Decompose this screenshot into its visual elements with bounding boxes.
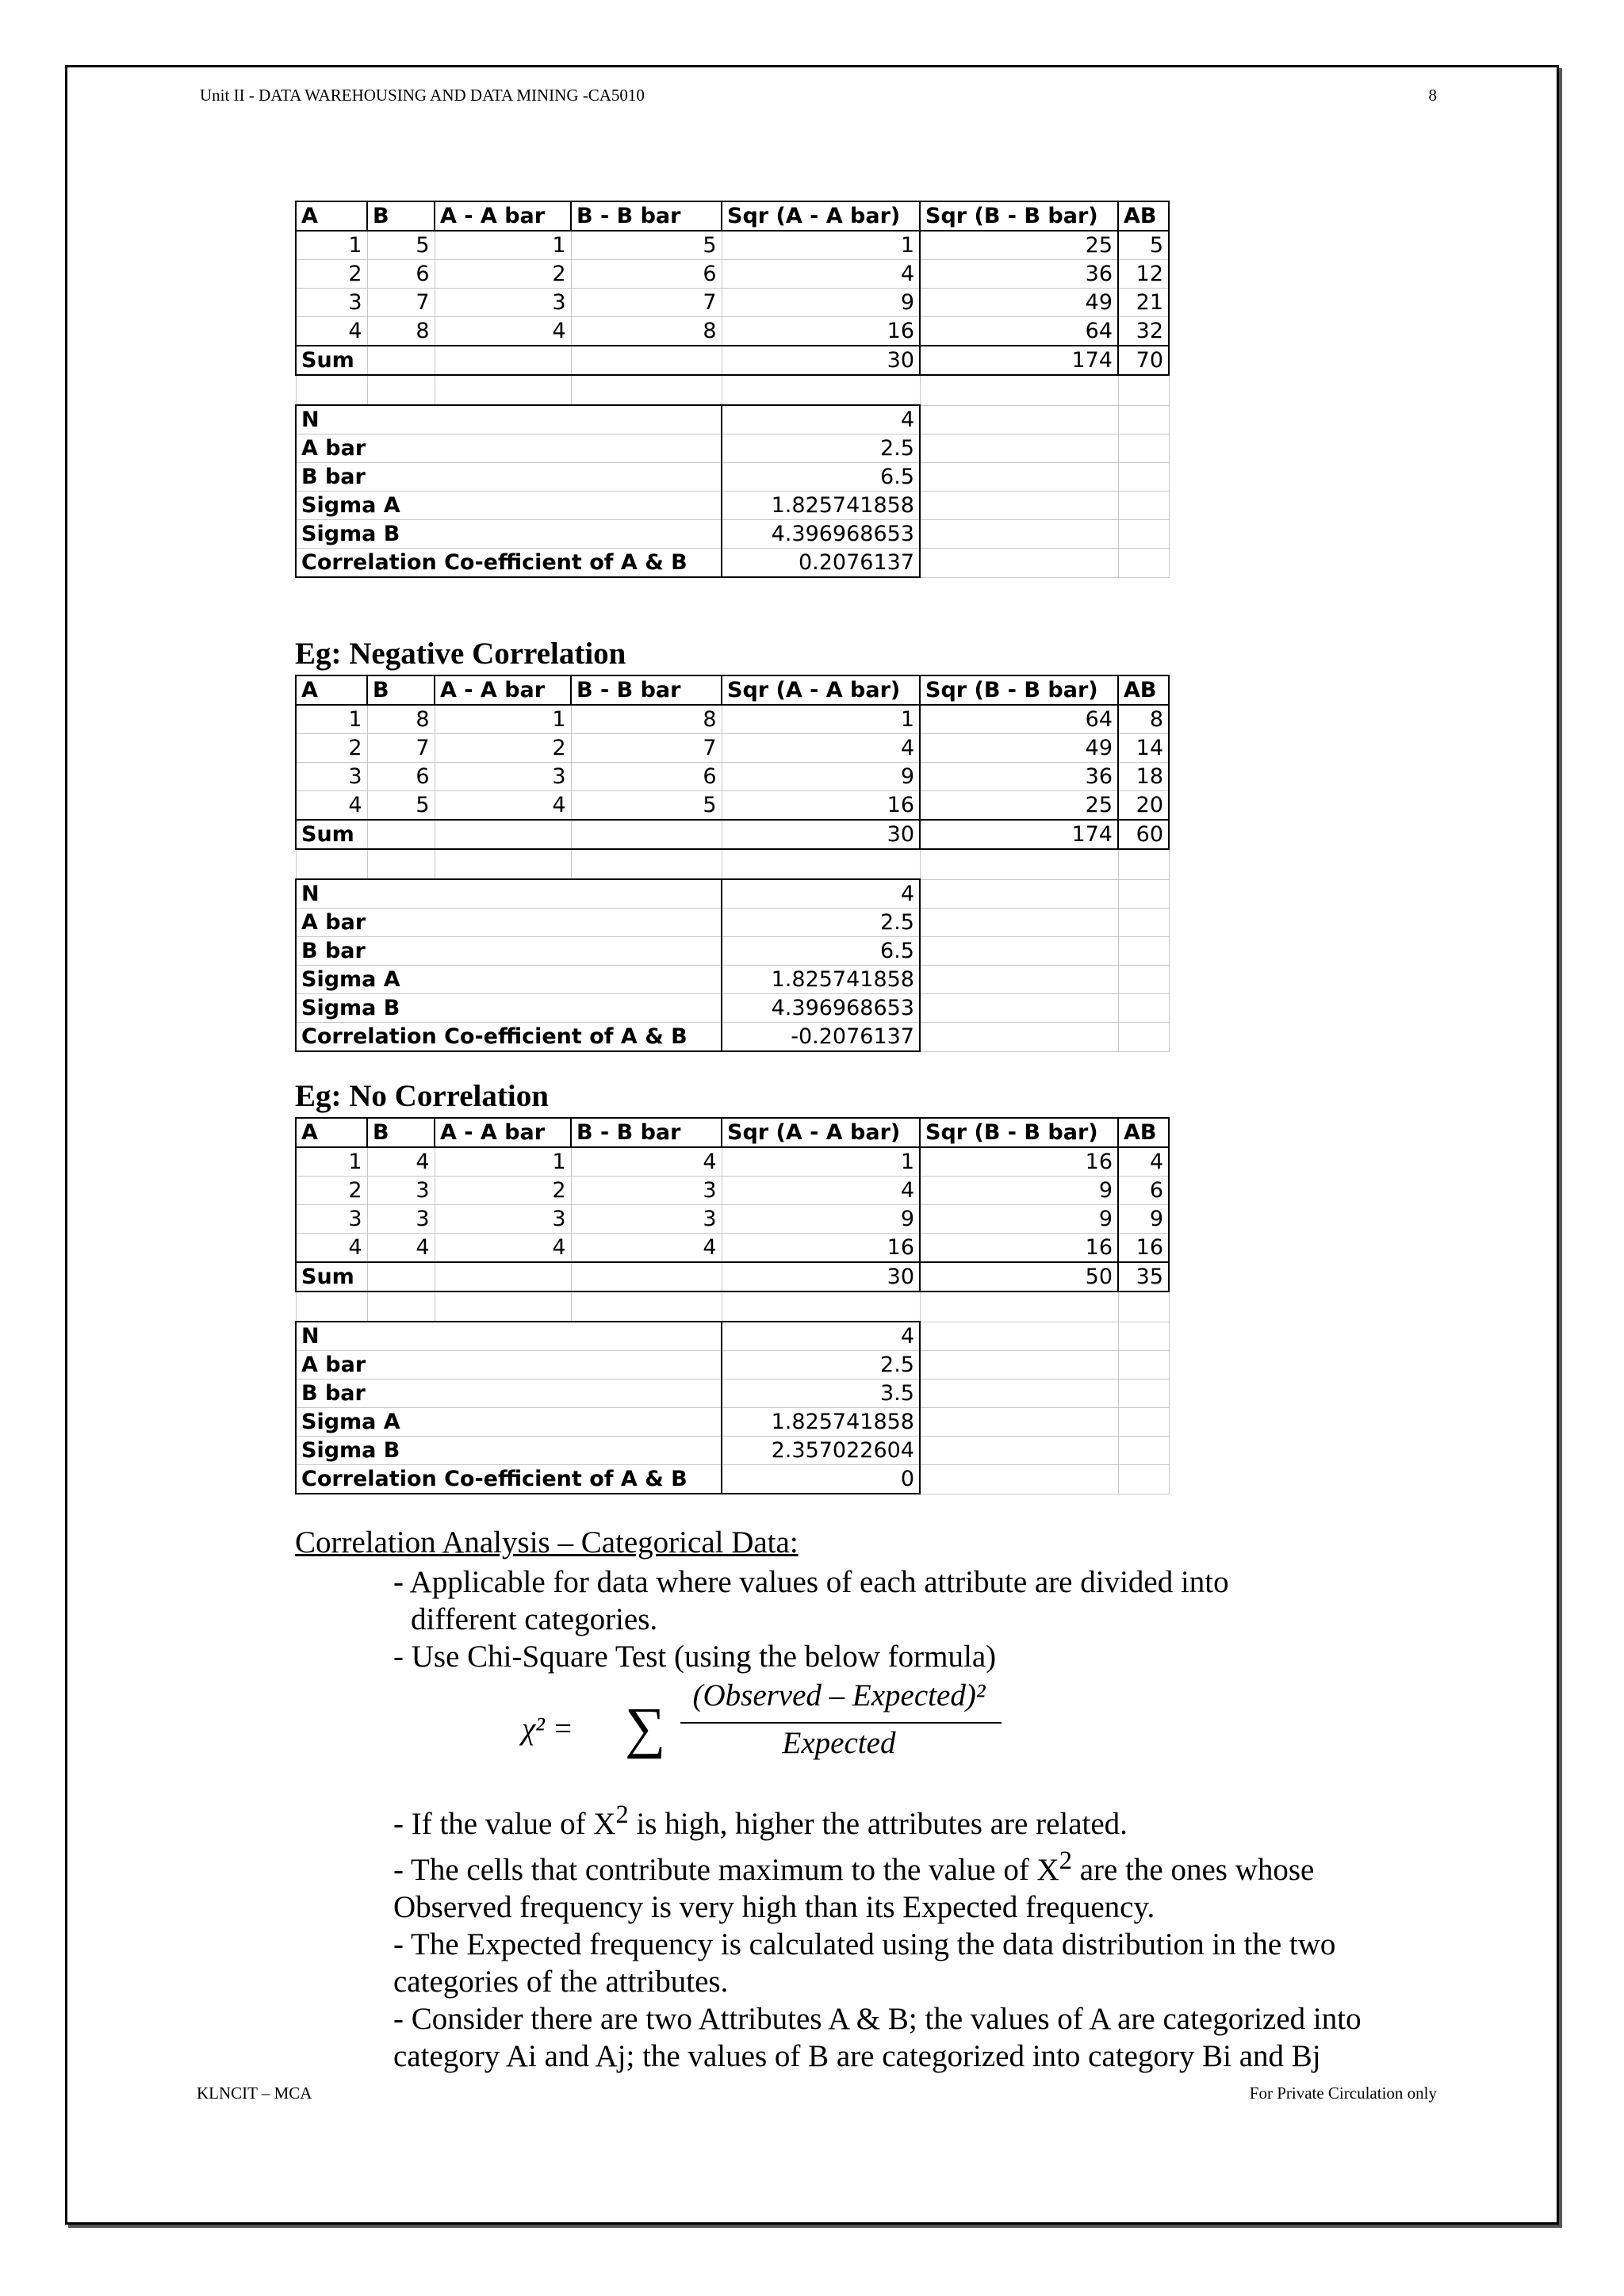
table-cell: 32 [1118,317,1169,346]
table-cell: 49 [920,734,1118,763]
table-cell: 3 [296,763,367,791]
table-cell: 7 [367,289,435,317]
table-cell: 12 [1118,260,1169,289]
blank-cell [435,1292,571,1322]
table-cell: 16 [722,317,920,346]
empty-cell [920,1322,1118,1351]
table-cell: 4 [722,734,920,763]
table-cell: 7 [571,734,722,763]
blank-cell [722,849,920,879]
correlation-table-none [295,1117,1170,1494]
column-header: AB [1118,1118,1169,1147]
empty-cell [920,1437,1118,1465]
column-header: B - B bar [571,675,722,705]
empty-cell [920,492,1118,520]
empty-cell [920,937,1118,966]
column-header: AB [1118,201,1169,231]
empty-cell [1118,1465,1169,1494]
table-cell: 2 [435,1177,571,1205]
blank-row [296,1292,1169,1322]
bullet-3-post: is high, higher the attributes are related. [628,1807,1128,1841]
empty-cell [1118,879,1169,909]
sum-row [296,1262,1169,1292]
sum-empty-cell [435,820,571,849]
stat-label: Sigma B [296,520,722,549]
table-cell: 8 [367,705,435,734]
column-header: AB [1118,675,1169,705]
stat-row [296,520,1169,549]
table-cell: 4 [435,317,571,346]
stat-value: 0 [722,1465,920,1494]
table-cell: 4 [435,791,571,821]
correlation-table-negative [295,675,1170,1052]
table-cell: 6 [367,260,435,289]
stat-value: 2.5 [722,434,920,463]
table-cell: 4 [435,1234,571,1263]
sum-label: Sum [296,820,367,849]
empty-cell [920,994,1118,1023]
column-header: A - A bar [435,1118,571,1147]
table-cell: 36 [920,763,1118,791]
table-cell: 8 [1118,705,1169,734]
blank-cell [571,849,722,879]
bullet-6-line2: category Ai and Aj; the values of B are categorized into category Bi and Bj [393,2039,1321,2073]
blank-cell [435,375,571,405]
bullet-list-details [393,1797,1503,2075]
table-cell: 16 [920,1234,1118,1263]
empty-cell [1118,1322,1169,1351]
stat-row [296,1023,1169,1052]
sum-ab: 60 [1118,820,1169,849]
negative-correlation-title: Eg: Negative Correlation [295,637,626,671]
stat-label: Sigma A [296,1408,722,1437]
empty-cell [920,1408,1118,1437]
stat-row [296,879,1169,909]
table-cell: 3 [367,1205,435,1234]
table-row [296,1177,1169,1205]
stat-row [296,405,1169,434]
empty-cell [920,1380,1118,1408]
table-cell: 3 [296,1205,367,1234]
stat-label: Sigma A [296,492,722,520]
stat-value: 2.5 [722,1351,920,1380]
table-row [296,1147,1169,1177]
formula-denominator: Expected [782,1726,896,1760]
bullet-5-line1: - The Expected frequency is calculated using the data distribution in the two [393,1927,1336,1961]
stat-value: 1.825741858 [722,966,920,994]
stat-value: 3.5 [722,1380,920,1408]
sigma-symbol: ∑ [625,1696,666,1759]
table-cell: 6 [571,260,722,289]
sum-empty-cell [367,1262,435,1292]
stat-label: Correlation Co-efficient of A & B [296,549,722,578]
table-cell: 9 [1118,1205,1169,1234]
stat-row [296,1351,1169,1380]
blank-cell [367,1292,435,1322]
empty-cell [1118,1351,1169,1380]
bullet-4-post: are the ones whose [1071,1853,1315,1887]
empty-cell [1118,434,1169,463]
header-title: Unit II - DATA WAREHOUSING AND DATA MINING -CA5010 [200,86,645,105]
footer-right: For Private Circulation only [1249,2084,1437,2103]
bullet-5-line2: categories of the attributes. [393,1965,729,1999]
table-cell: 49 [920,289,1118,317]
stat-value: -0.2076137 [722,1023,920,1052]
bullet-list-intro [393,1563,1456,1675]
column-header: Sqr (A - A bar) [722,1118,920,1147]
table-cell: 7 [367,734,435,763]
sum-sqr-b: 174 [920,346,1118,375]
stat-value: 1.825741858 [722,1408,920,1437]
column-header: A - A bar [435,675,571,705]
table-cell: 4 [367,1147,435,1177]
table-row [296,763,1169,791]
blank-row [296,849,1169,879]
stat-value: 0.2076137 [722,549,920,578]
sum-row [296,820,1169,849]
table-cell: 4 [571,1234,722,1263]
stat-row [296,909,1169,937]
table-cell: 9 [722,763,920,791]
table-row [296,734,1169,763]
table-cell: 9 [722,289,920,317]
stat-row [296,549,1169,578]
stat-value: 4 [722,1322,920,1351]
table-row [296,705,1169,734]
table-cell: 9 [920,1205,1118,1234]
column-header: A [296,1118,367,1147]
empty-cell [1118,463,1169,492]
empty-cell [1118,549,1169,578]
stat-label: A bar [296,1351,722,1380]
empty-cell [1118,492,1169,520]
table-cell: 25 [920,791,1118,821]
empty-cell [1118,1380,1169,1408]
blank-cell [571,1292,722,1322]
table-cell: 4 [1118,1147,1169,1177]
sum-row [296,346,1169,375]
table-cell: 6 [1118,1177,1169,1205]
column-header: A [296,675,367,705]
empty-cell [920,463,1118,492]
stat-value: 2.5 [722,909,920,937]
stat-value: 1.825741858 [722,492,920,520]
table-cell: 3 [435,289,571,317]
bullet-4-line2: Observed frequency is very high than its Expected frequency. [393,1890,1155,1924]
table-row [296,260,1169,289]
stat-value: 4 [722,405,920,434]
stat-row [296,463,1169,492]
table-cell: 6 [367,763,435,791]
bullet-4-pre: - The cells that contribute maximum to the value of X [393,1853,1059,1887]
stat-row [296,1322,1169,1351]
sum-empty-cell [435,1262,571,1292]
stat-label: A bar [296,434,722,463]
footer-left: KLNCIT – MCA [197,2084,312,2103]
stat-row [296,492,1169,520]
table-cell: 18 [1118,763,1169,791]
sum-empty-cell [367,346,435,375]
bullet-1-line2: different categories. [411,1602,658,1636]
table-cell: 20 [1118,791,1169,821]
table-cell: 1 [722,1147,920,1177]
table-cell: 3 [571,1205,722,1234]
empty-cell [920,879,1118,909]
bullet-6-line1: - Consider there are two Attributes A & B; the values of A are categorized into [393,2002,1362,2036]
stat-row [296,1437,1169,1465]
table-cell: 64 [920,705,1118,734]
column-header: B [367,1118,435,1147]
table-cell: 16 [722,791,920,821]
stat-label: Correlation Co-efficient of A & B [296,1465,722,1494]
table-cell: 4 [367,1234,435,1263]
empty-cell [1118,909,1169,937]
stat-value: 6.5 [722,937,920,966]
blank-cell [722,1292,920,1322]
table-cell: 8 [571,317,722,346]
sum-sqr-a: 30 [722,346,920,375]
table-cell: 14 [1118,734,1169,763]
formula-numerator: (Observed – Expected)² [692,1678,986,1712]
blank-cell [296,849,367,879]
sum-sqr-b: 174 [920,820,1118,849]
stat-row [296,1380,1169,1408]
table-cell: 1 [722,231,920,260]
table-cell: 1 [435,705,571,734]
stat-label: B bar [296,937,722,966]
stat-value: 4 [722,879,920,909]
bullet-4 [393,1843,1503,1888]
bullet-3 [393,1797,1503,1843]
empty-cell [1118,937,1169,966]
stat-label: A bar [296,909,722,937]
table-row [296,231,1169,260]
sum-label: Sum [296,1262,367,1292]
table-cell: 4 [296,791,367,821]
empty-cell [1118,994,1169,1023]
empty-cell [920,1023,1118,1052]
blank-cell [722,375,920,405]
table-cell: 5 [571,791,722,821]
sum-ab: 35 [1118,1262,1169,1292]
empty-cell [920,405,1118,434]
empty-cell [1118,405,1169,434]
table-cell: 1 [296,231,367,260]
table-cell: 5 [367,791,435,821]
table-cell: 3 [296,289,367,317]
table-row [296,1205,1169,1234]
table-row [296,317,1169,346]
table-cell: 4 [571,1147,722,1177]
correlation-table-positive [295,201,1170,578]
blank-cell [367,375,435,405]
stat-label: N [296,405,722,434]
blank-row [296,375,1169,405]
table-cell: 4 [296,1234,367,1263]
blank-cell [920,1292,1118,1322]
fraction-bar [680,1722,1002,1724]
table-cell: 3 [367,1177,435,1205]
empty-cell [1118,1437,1169,1465]
table-header-row [296,1118,1169,1147]
table-cell: 16 [722,1234,920,1263]
table-cell: 8 [571,705,722,734]
column-header: B - B bar [571,201,722,231]
blank-cell [296,1292,367,1322]
column-header: Sqr (B - B bar) [920,675,1118,705]
superscript-2: 2 [1059,1846,1072,1875]
bullet-3-pre: - If the value of X [393,1807,616,1841]
blank-cell [920,849,1118,879]
sum-empty-cell [367,820,435,849]
stat-row [296,434,1169,463]
blank-cell [367,849,435,879]
table-cell: 7 [571,289,722,317]
column-header: B [367,675,435,705]
sum-sqr-b: 50 [920,1262,1118,1292]
table-cell: 64 [920,317,1118,346]
stat-label: Sigma B [296,1437,722,1465]
sum-ab: 70 [1118,346,1169,375]
column-header: B - B bar [571,1118,722,1147]
table-header-row [296,675,1169,705]
stat-row [296,994,1169,1023]
table-cell: 9 [722,1205,920,1234]
blank-cell [571,375,722,405]
table-cell: 4 [722,1177,920,1205]
empty-cell [920,1351,1118,1380]
table-cell: 16 [920,1147,1118,1177]
table-row [296,289,1169,317]
empty-cell [1118,1408,1169,1437]
table-cell: 4 [296,317,367,346]
table-cell: 5 [367,231,435,260]
table-cell: 1 [722,705,920,734]
table-row [296,791,1169,821]
stat-value: 4.396968653 [722,994,920,1023]
empty-cell [1118,1023,1169,1052]
table-cell: 36 [920,260,1118,289]
sum-empty-cell [571,346,722,375]
table-cell: 3 [571,1177,722,1205]
table-cell: 8 [367,317,435,346]
stat-value: 6.5 [722,463,920,492]
superscript-2: 2 [615,1800,629,1829]
table-cell: 1 [296,1147,367,1177]
stat-label: B bar [296,463,722,492]
formula-lhs: χ² = [522,1712,573,1746]
empty-cell [920,434,1118,463]
table-cell: 5 [1118,231,1169,260]
blank-cell [1118,1292,1169,1322]
sum-empty-cell [571,1262,722,1292]
stat-row [296,1408,1169,1437]
blank-cell [296,375,367,405]
table-cell: 1 [435,1147,571,1177]
sum-sqr-a: 30 [722,820,920,849]
column-header: Sqr (B - B bar) [920,1118,1118,1147]
empty-cell [920,1465,1118,1494]
table-cell: 2 [296,260,367,289]
column-header: Sqr (A - A bar) [722,201,920,231]
sum-empty-cell [435,346,571,375]
stat-label: Correlation Co-efficient of A & B [296,1023,722,1052]
table-cell: 2 [296,734,367,763]
table-cell: 3 [435,1205,571,1234]
column-header: Sqr (B - B bar) [920,201,1118,231]
empty-cell [920,909,1118,937]
stat-row [296,1465,1169,1494]
table-cell: 4 [722,260,920,289]
page-number: 8 [1428,86,1437,105]
stat-row [296,966,1169,994]
table-cell: 2 [435,260,571,289]
empty-cell [920,966,1118,994]
stat-row [296,937,1169,966]
blank-cell [920,375,1118,405]
empty-cell [1118,520,1169,549]
no-correlation-title: Eg: No Correlation [295,1079,549,1113]
blank-cell [1118,849,1169,879]
table-cell: 1 [435,231,571,260]
stat-label: N [296,879,722,909]
table-row [296,1234,1169,1263]
column-header: A [296,201,367,231]
stat-value: 2.357022604 [722,1437,920,1465]
stat-label: N [296,1322,722,1351]
sum-sqr-a: 30 [722,1262,920,1292]
stat-value: 4.396968653 [722,520,920,549]
stat-label: B bar [296,1380,722,1408]
sum-empty-cell [571,820,722,849]
column-header: A - A bar [435,201,571,231]
table-cell: 3 [435,763,571,791]
table-cell: 25 [920,231,1118,260]
column-header: Sqr (A - A bar) [722,675,920,705]
table-cell: 6 [571,763,722,791]
table-cell: 2 [296,1177,367,1205]
table-cell: 2 [435,734,571,763]
bullet-1-line1: - Applicable for data where values of each attribute are divided into [393,1565,1229,1599]
table-cell: 9 [920,1177,1118,1205]
column-header: B [367,201,435,231]
blank-cell [1118,375,1169,405]
stat-label: Sigma A [296,966,722,994]
empty-cell [920,549,1118,578]
empty-cell [920,520,1118,549]
empty-cell [1118,966,1169,994]
table-cell: 21 [1118,289,1169,317]
sum-label: Sum [296,346,367,375]
section-heading: Correlation Analysis – Categorical Data: [295,1525,799,1559]
table-cell: 1 [296,705,367,734]
table-cell: 16 [1118,1234,1169,1263]
stat-label: Sigma B [296,994,722,1023]
blank-cell [435,849,571,879]
bullet-2: - Use Chi-Square Test (using the below formula) [393,1640,997,1674]
table-header-row [296,201,1169,231]
table-cell: 5 [571,231,722,260]
